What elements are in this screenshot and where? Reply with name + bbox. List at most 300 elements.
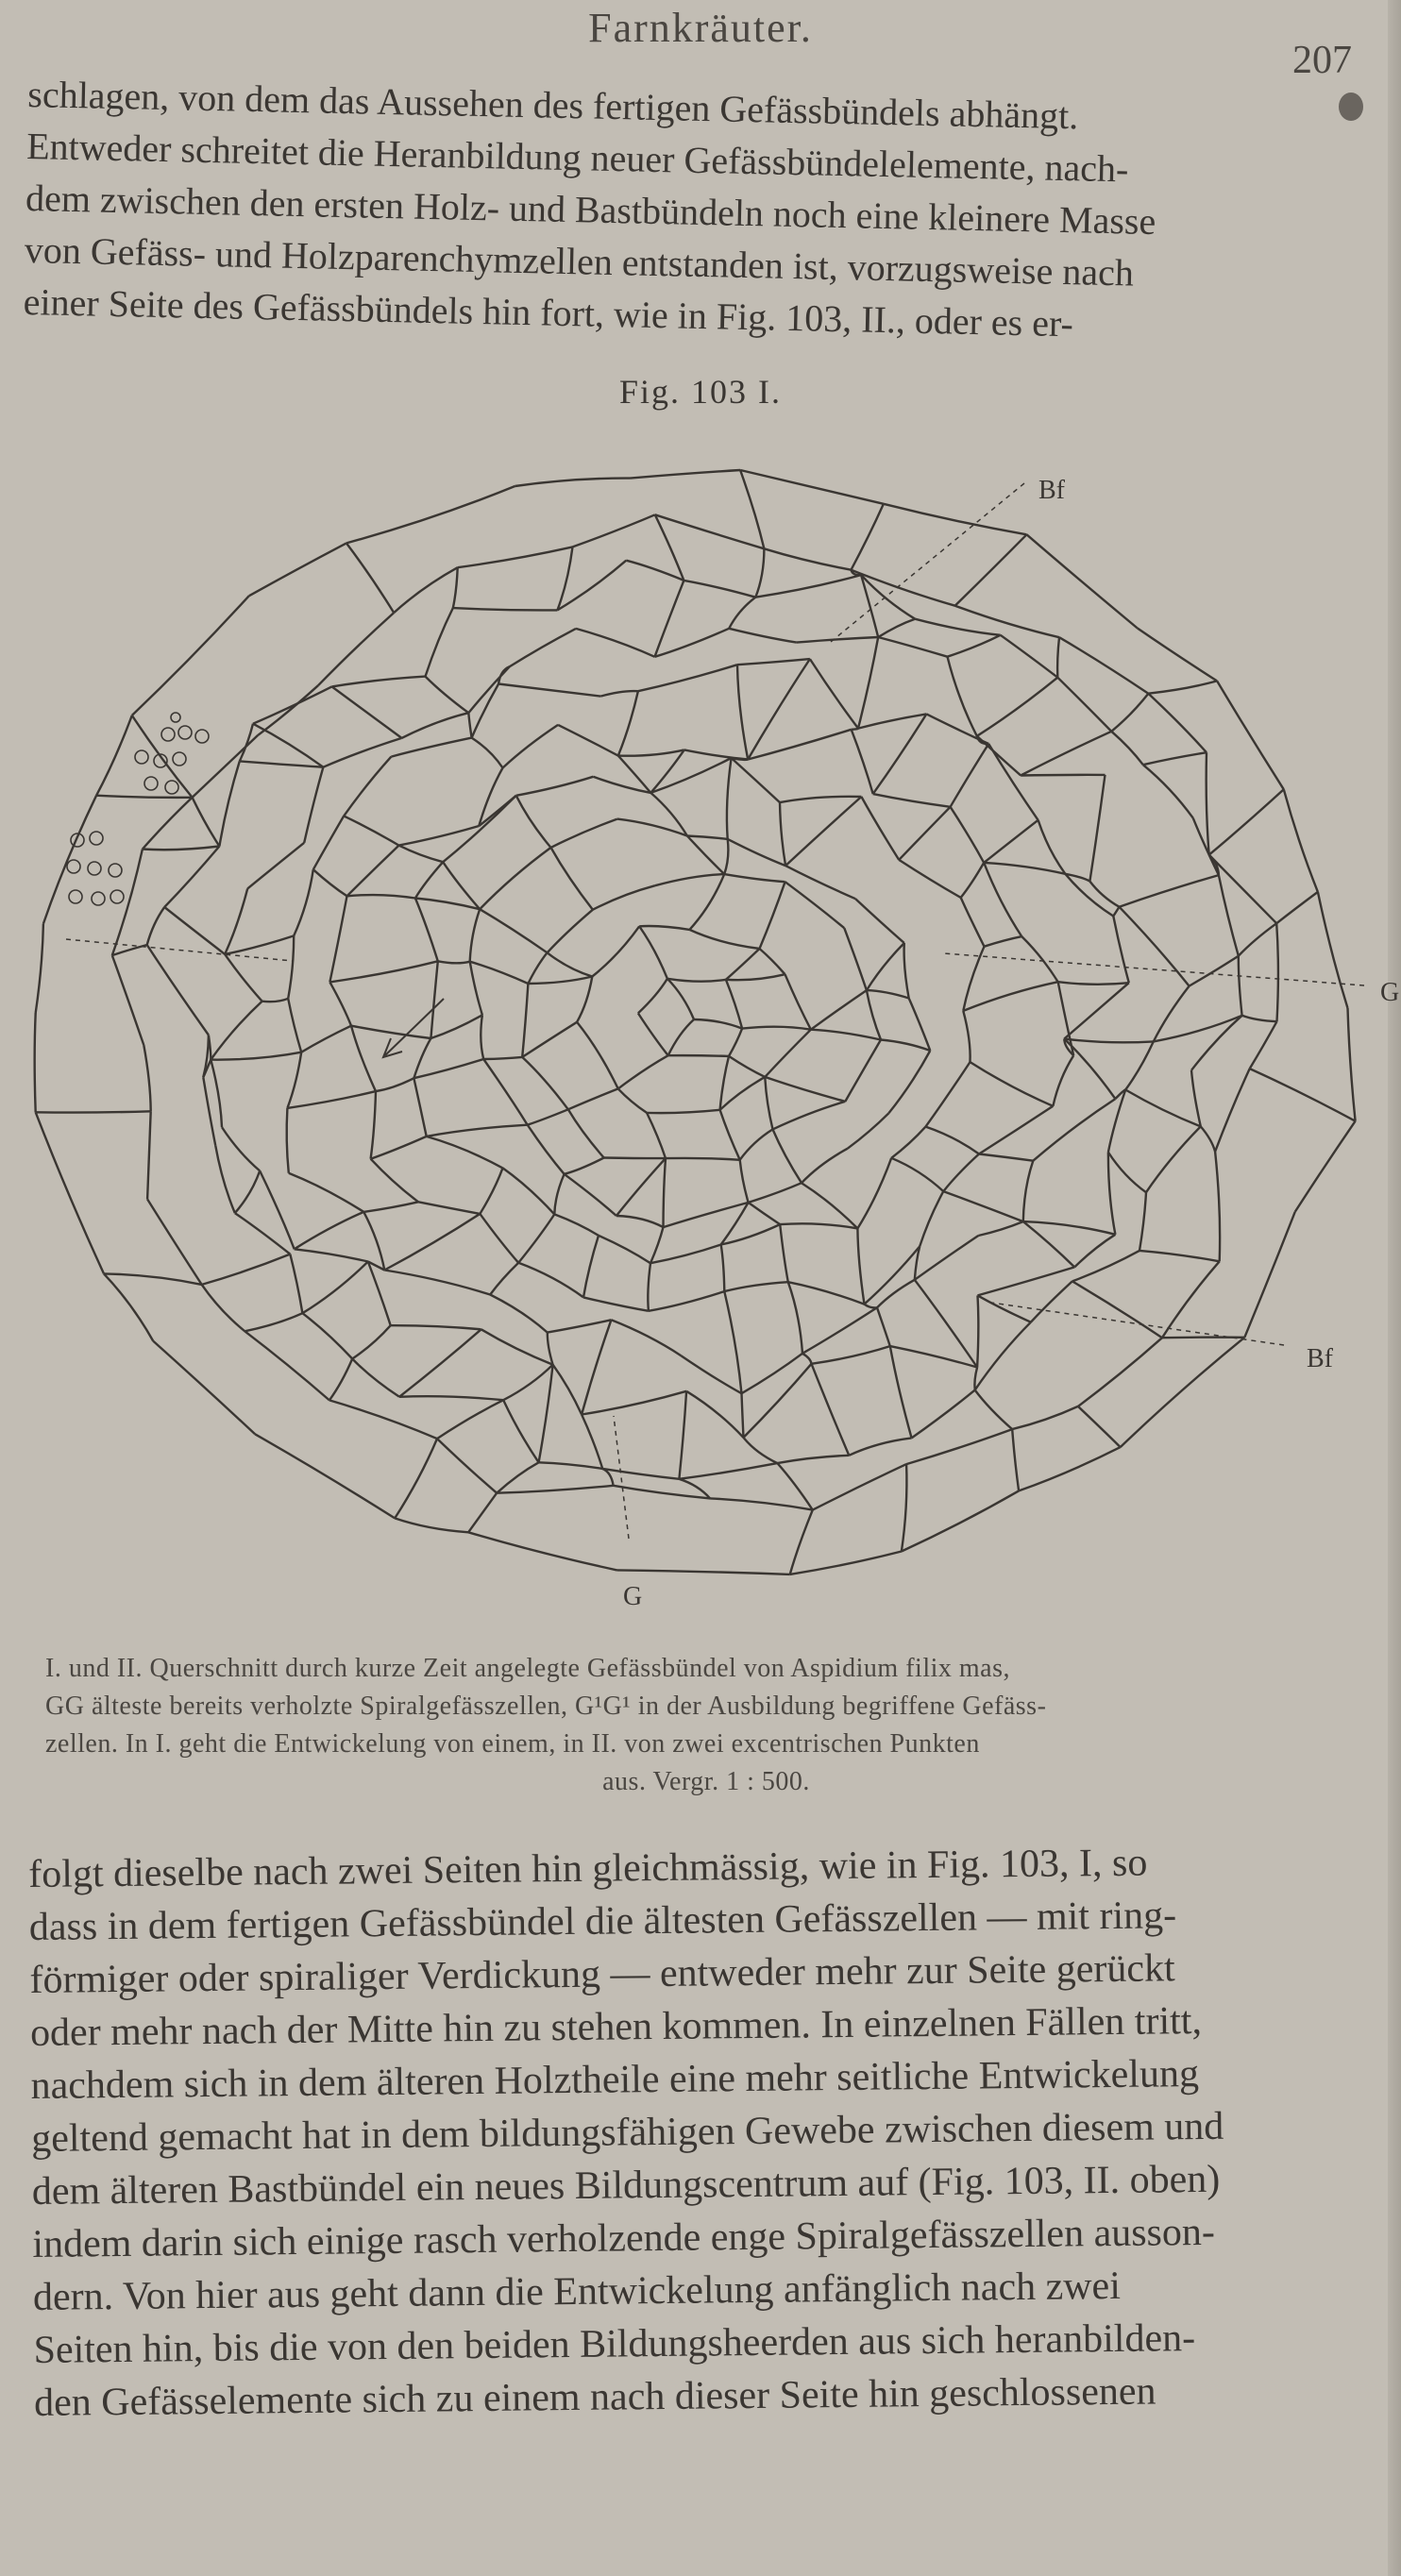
cell-wall	[689, 874, 724, 930]
cell-wall	[1072, 1251, 1139, 1282]
cell-wall	[399, 1329, 481, 1397]
cell-wall	[852, 504, 884, 570]
cell-wall	[1217, 681, 1284, 789]
cell-wall	[904, 943, 909, 999]
cell-wall	[1276, 892, 1318, 923]
cell-wall	[602, 1469, 679, 1479]
cell-wall	[1276, 923, 1278, 1021]
cell-wall	[112, 955, 144, 1045]
text-line: schlagen, von dem das Aussehen des fertigen Gefässbündels abhängt.	[26, 72, 1079, 138]
cell-wall	[687, 836, 728, 839]
cell-wall	[720, 1110, 740, 1160]
cell-wall	[522, 1022, 577, 1057]
cell-wall	[1111, 694, 1148, 732]
cell-wall	[878, 619, 915, 637]
cell-wall	[1209, 789, 1284, 854]
cell-wall	[426, 608, 453, 677]
cell-wall	[1059, 637, 1148, 694]
cell-wall	[877, 1307, 890, 1346]
cell-wall	[1012, 1429, 1019, 1490]
cell-wall	[503, 1400, 538, 1462]
cell-wall	[430, 961, 437, 1038]
cell-wall	[414, 1078, 426, 1136]
cell-wall	[845, 1040, 881, 1102]
cell-wall	[764, 548, 851, 569]
cell-wall	[104, 1273, 153, 1340]
text-line: förmiger oder spiraliger Verdickung — entweder mehr zur Seite gerückt	[29, 1946, 1175, 2002]
cell-wall	[650, 1227, 664, 1263]
cell-wall	[867, 990, 881, 1039]
text-line: Seiten hin, bis die von den beiden Bildungsheerden aus sich heranbilden-	[33, 2316, 1196, 2372]
cell-wall	[877, 1280, 915, 1308]
cell-wall	[351, 1026, 430, 1038]
cell-wall	[470, 962, 482, 1016]
cell-wall	[260, 1170, 295, 1249]
cell-wall	[861, 797, 899, 860]
cell-wall	[225, 935, 294, 954]
cell-wall	[1053, 1055, 1073, 1106]
label-bf-top: Bf	[1038, 476, 1065, 505]
cell-wall	[915, 1236, 979, 1280]
cell-wall	[582, 1415, 602, 1469]
cell-wall	[490, 1295, 548, 1333]
cell-wall	[915, 619, 1000, 635]
cell-wall	[147, 945, 209, 1035]
cell-wall	[427, 1125, 528, 1136]
cell-wall	[858, 714, 926, 728]
cell-wall	[480, 1214, 518, 1263]
cell-wall	[43, 796, 96, 924]
cell-wall	[329, 1400, 437, 1439]
caption-line: I. und II. Querschnitt durch kurze Zeit angelegte Gefässbündel von Aspidium filix mas,	[45, 1654, 1010, 1683]
cell-wall	[618, 1088, 647, 1113]
cell-wall	[785, 797, 861, 866]
cell-wall	[1209, 855, 1277, 924]
cell-wall	[132, 596, 249, 716]
cell-wall	[147, 1199, 202, 1285]
arrow	[383, 999, 444, 1057]
caption-line: aus. Vergr. 1 : 500.	[602, 1767, 810, 1796]
cell-wall	[363, 1202, 418, 1212]
cell-wall	[732, 758, 780, 802]
cell-wall	[638, 979, 667, 1014]
cell-wall	[1019, 1447, 1121, 1490]
cell-wall	[726, 980, 742, 1029]
cell-wall	[724, 1282, 788, 1291]
cell-wall	[557, 561, 626, 611]
cell-wall	[977, 678, 1058, 736]
cell-wall	[438, 961, 470, 963]
cell-wall	[666, 1158, 740, 1160]
cell-wall	[687, 836, 724, 875]
cell-wall	[415, 899, 438, 962]
cell-wall	[143, 798, 193, 850]
cell-wall	[458, 547, 573, 567]
cell-wall	[955, 606, 1059, 638]
cell-wall	[977, 736, 1021, 776]
cell-wall	[844, 928, 867, 990]
cell-circles	[67, 713, 209, 905]
cell-wall	[304, 767, 323, 843]
cell-wall	[1244, 1212, 1294, 1338]
cell-wall	[797, 637, 879, 643]
cell-wall	[313, 816, 344, 869]
cell-wall	[912, 1390, 975, 1439]
cell-wall	[684, 749, 748, 759]
text-line: einer Seite des Gefässbündels hin fort, wie in Fig. 103, II., oder es er-	[23, 279, 1074, 345]
cell-wall	[36, 1111, 151, 1112]
cell-wall	[740, 1129, 773, 1159]
cell-wall	[694, 1019, 742, 1029]
cell-wall	[1193, 818, 1219, 876]
cell-wall	[1201, 1126, 1215, 1152]
cell-wall	[96, 796, 193, 798]
cell-wall	[884, 504, 1027, 535]
cell-wall	[906, 1429, 1012, 1464]
cell-wall	[790, 1552, 902, 1574]
cell-wall	[855, 899, 904, 943]
cell-wall	[1191, 1070, 1201, 1127]
cell-wall	[391, 1325, 481, 1329]
cell-wall	[453, 608, 558, 610]
cell-wall	[565, 1158, 604, 1174]
label-bf-right: Bf	[1307, 1344, 1333, 1373]
cell-wall	[760, 882, 785, 949]
cell-wall	[468, 713, 471, 737]
cell-wall	[788, 1282, 802, 1354]
cell-wall	[639, 926, 667, 979]
cell-wall	[667, 979, 694, 1019]
cell-wall	[36, 924, 43, 1013]
cell-wall	[631, 470, 741, 479]
cell-wall	[1295, 1121, 1356, 1212]
cell-wall	[873, 714, 927, 794]
cell-wall	[985, 936, 1022, 947]
cell-wall	[235, 1170, 260, 1213]
page-number: 207	[1292, 39, 1352, 82]
cell-wall	[611, 1320, 681, 1355]
cell-wall	[737, 665, 748, 759]
cell-wall	[1078, 1338, 1162, 1406]
cell-wall	[755, 548, 764, 597]
cell-wall	[1108, 1090, 1125, 1153]
cell-wall	[371, 1136, 427, 1159]
cell-wall	[503, 1168, 555, 1214]
cell-wall	[726, 974, 785, 980]
cell-wall	[1239, 923, 1276, 956]
cell-wall	[497, 1462, 538, 1492]
cell-wall	[1021, 732, 1111, 776]
cell-wall	[483, 1057, 522, 1059]
cell-wall	[143, 1045, 150, 1111]
cell-wall	[376, 1078, 414, 1091]
cell-wall	[626, 561, 684, 581]
cell-wall	[395, 1518, 468, 1532]
cell-wall	[582, 1391, 686, 1415]
cell-wall	[1072, 1281, 1162, 1338]
cell-wall	[147, 907, 165, 945]
cell-wall	[1207, 752, 1209, 854]
cell-wall	[528, 952, 547, 984]
cell-wall	[528, 977, 592, 985]
cell-wall	[679, 1463, 777, 1479]
cell-wall	[352, 1359, 399, 1397]
leader-lines	[66, 483, 1364, 1539]
cell-wall	[96, 716, 132, 796]
cell-wall	[36, 1112, 104, 1273]
cell-wall	[780, 1224, 788, 1282]
cell-wall	[737, 659, 810, 665]
cell-wall	[727, 758, 732, 839]
cell-wall	[295, 1212, 364, 1249]
cell-wall	[617, 1570, 790, 1574]
cell-wall	[802, 1354, 812, 1364]
cell-wall	[480, 909, 547, 952]
text-line: den Gefässelemente sich zu einem nach dieser Seite hin geschlossenen	[33, 2369, 1156, 2425]
cell-wall	[1162, 1338, 1244, 1339]
cell-wall	[867, 990, 909, 998]
cell-wall	[551, 848, 593, 910]
cell-wall	[468, 666, 510, 713]
cell-wall	[247, 843, 304, 889]
cell-wall	[655, 629, 730, 657]
cell-wall	[582, 1320, 611, 1414]
text-line: dem zwischen den ersten Holz- und Bastbündeln noch eine kleinere Masse	[25, 176, 1156, 244]
cell-wall	[351, 1026, 376, 1091]
cell-wall	[810, 659, 858, 729]
cell-wall	[414, 1038, 430, 1078]
text-line: dem älteren Bastbündel ein neues Bildungscentrum auf (Fig. 103, II. oben)	[31, 2157, 1221, 2214]
cell-wall	[604, 1158, 666, 1159]
cell-wall	[979, 1106, 1053, 1154]
cell-wall	[371, 1159, 419, 1203]
cell-wall	[430, 1015, 482, 1038]
cell-wall	[548, 910, 593, 953]
cell-wall	[203, 1077, 215, 1145]
cell-wall	[788, 1282, 865, 1304]
cell-wall	[1250, 1069, 1356, 1121]
cell-wall	[592, 926, 639, 976]
cell-wall	[740, 1160, 749, 1203]
cell-wall	[1120, 907, 1190, 986]
cell-wall	[391, 738, 471, 757]
cell-wall	[984, 863, 1065, 874]
cell-wall	[522, 1057, 568, 1109]
label-g-bottom: G	[623, 1582, 643, 1611]
cell-wall	[245, 1331, 329, 1400]
cell-wall	[577, 1022, 618, 1089]
cell-wall	[554, 1174, 564, 1215]
cell-wall	[1348, 1008, 1356, 1121]
cell-wall	[664, 1158, 667, 1227]
cell-wall	[516, 777, 594, 796]
cell-wall	[426, 677, 469, 714]
cell-wall	[347, 846, 399, 897]
cell-wall	[813, 1464, 906, 1510]
cell-wall	[1143, 765, 1193, 817]
cell-wall	[638, 1013, 668, 1055]
cell-wall	[891, 1158, 943, 1191]
cell-wall	[710, 1498, 813, 1509]
cell-wall	[1191, 1016, 1242, 1070]
cell-wall	[647, 1110, 720, 1113]
cell-wall	[497, 1486, 613, 1493]
cell-wall	[104, 1273, 202, 1285]
cell-wall	[219, 761, 239, 846]
cell-wall	[650, 1245, 721, 1264]
cell-wall	[721, 1224, 781, 1244]
cell-wall	[503, 1365, 552, 1401]
cell-wall	[568, 1109, 604, 1157]
cell-wall	[1148, 681, 1217, 693]
cell-wall	[1089, 775, 1105, 882]
cell-wall	[861, 575, 915, 619]
cell-wall	[551, 819, 617, 848]
cell-wall	[749, 1183, 802, 1203]
cell-wall	[943, 1191, 1023, 1221]
cell-wall	[773, 1129, 802, 1183]
cell-wall	[332, 686, 402, 738]
cell-wall	[668, 1019, 694, 1055]
cell-wall	[553, 1365, 582, 1415]
cell-wall	[528, 1109, 568, 1124]
cell-wall	[289, 1173, 364, 1212]
cell-wall	[812, 1364, 850, 1456]
cell-wall	[963, 1011, 970, 1062]
cell-wall	[437, 1400, 503, 1439]
cell-wall	[618, 1055, 668, 1088]
text-line: Entweder schreitet die Heranbildung neuer Gefässbündelelemente, nach-	[25, 124, 1129, 191]
cell-wall	[943, 1154, 979, 1192]
cell-wall	[729, 629, 796, 643]
cell-wall	[481, 1015, 483, 1059]
cell-wall	[1219, 875, 1239, 956]
cell-wall	[926, 1127, 980, 1154]
cell-wall	[222, 1127, 260, 1170]
cell-wall	[858, 637, 878, 729]
cell-wall	[742, 1393, 744, 1438]
cell-wall	[510, 629, 576, 666]
cell-wall	[852, 570, 955, 606]
cell-wall	[472, 738, 503, 768]
cell-wall	[1139, 1192, 1146, 1251]
cell-wall	[961, 863, 984, 898]
cell-wall	[399, 1396, 503, 1400]
cell-wall	[371, 1091, 376, 1159]
cell-wall	[780, 797, 861, 802]
cell-wall	[35, 1013, 36, 1112]
cell-wall	[852, 730, 873, 794]
cell-wall	[740, 470, 884, 504]
cell-wall	[638, 665, 737, 691]
cell-wall	[655, 514, 765, 548]
cell-wall	[655, 874, 724, 885]
cell-wall	[1138, 629, 1217, 682]
cell-wall	[977, 1295, 978, 1367]
cell-wall	[988, 744, 1038, 820]
cell-wall	[1074, 1235, 1115, 1268]
cell-wall	[765, 1077, 772, 1130]
cell-wall	[902, 1464, 907, 1551]
cell-wall	[948, 635, 1001, 657]
cell-wall	[395, 1439, 437, 1518]
cell-wall	[164, 907, 225, 954]
cell-wall	[344, 757, 391, 817]
cell-wall	[346, 486, 515, 543]
cell-wall	[313, 869, 347, 896]
cell-wall	[288, 999, 301, 1052]
cell-wall	[548, 1320, 612, 1332]
cell-wall	[415, 862, 443, 898]
cell-wall	[1284, 789, 1318, 892]
cell-wall	[951, 744, 989, 807]
cell-wall	[811, 990, 867, 1030]
cell-wall	[984, 820, 1038, 863]
cell-network	[35, 470, 1356, 1574]
cell-wall	[729, 1056, 765, 1077]
cell-wall	[1318, 892, 1348, 1008]
cell-wall	[1239, 956, 1242, 1016]
cell-wall	[1012, 1406, 1078, 1429]
cell-wall	[301, 1026, 351, 1052]
figure-title: Fig. 103 I.	[618, 373, 782, 411]
cell-wall	[516, 796, 551, 848]
cell-wall	[164, 847, 219, 908]
cell-wall	[681, 1355, 741, 1393]
cell-wall	[724, 874, 785, 882]
cell-wall	[724, 839, 728, 874]
cell-wall	[1033, 1099, 1115, 1161]
cell-wall	[686, 1391, 743, 1438]
cell-wall	[211, 1052, 301, 1060]
cell-wall	[202, 1285, 245, 1331]
cell-wall	[648, 1263, 650, 1311]
cell-wall	[599, 1236, 650, 1263]
cell-wall	[744, 1364, 812, 1438]
cell-wall	[755, 575, 861, 598]
cell-wall	[1162, 1261, 1220, 1338]
caption-line: zellen. In I. geht die Entwickelung von einem, in II. von zwei excentrischen Punkten	[45, 1729, 980, 1759]
cell-wall	[399, 846, 444, 863]
cell-wall	[593, 777, 650, 793]
cell-wall	[749, 1203, 781, 1224]
cell-wall	[498, 684, 600, 697]
text-line: folgt dieselbe nach zwei Seiten hin gleichmässig, wie in Fig. 103, I, so	[28, 1841, 1148, 1896]
cell-wall	[878, 637, 947, 657]
text-line: dern. Von hier aus geht dann die Entwickelung anfänglich nach zwei	[32, 2264, 1122, 2319]
cell-wall	[240, 761, 324, 766]
cell-wall	[576, 629, 655, 657]
cell-wall	[287, 1052, 301, 1108]
cell-wall	[1001, 635, 1058, 678]
cell-wall	[384, 1214, 480, 1271]
cell-wall	[729, 1029, 742, 1056]
cell-wall	[891, 1127, 925, 1158]
cell-wall	[1057, 637, 1059, 678]
cell-wall	[193, 798, 220, 847]
cell-wall	[554, 1214, 599, 1236]
cell-wall	[1023, 1221, 1074, 1267]
cell-wall	[975, 1390, 1013, 1430]
cell-wall	[503, 725, 559, 768]
cell-wall	[402, 713, 469, 738]
cell-wall	[785, 974, 811, 1030]
cell-wall	[568, 1088, 618, 1109]
cell-wall	[548, 1333, 553, 1365]
cell-wall	[1242, 1016, 1277, 1021]
cell-wall	[1250, 1021, 1277, 1069]
cell-wall	[790, 1510, 813, 1574]
